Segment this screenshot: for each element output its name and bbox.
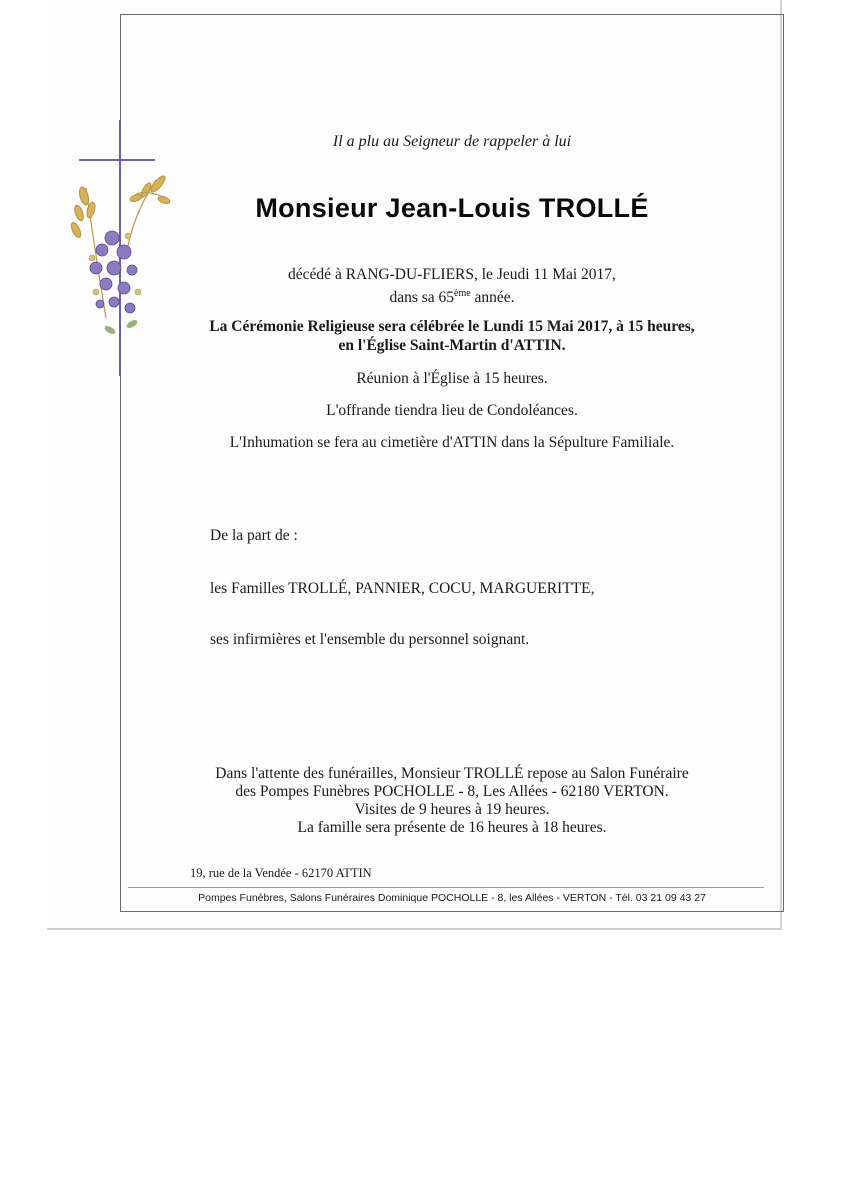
meeting-line: Réunion à l'Église à 15 heures. [356, 370, 548, 387]
intro-line: Il a plu au Seigneur de rappeler à lui [332, 133, 572, 150]
viewing-line-2: des Pompes Funèbres POCHOLLE - 8, Les Allées - 62180 VERTON. [235, 783, 669, 800]
funeral-home-info: Pompes Funèbres, Salons Funéraires Dominique POCHOLLE - 8, les Allées - VERTON - Tél. 03 21 09 43 27 [198, 892, 706, 904]
ceremony-line-2: en l'Église Saint-Martin d'ATTIN. [338, 337, 566, 354]
offering-line: L'offrande tiendra lieu de Condoléances. [326, 402, 578, 419]
death-line: décédé à RANG-DU-FLIERS, le Jeudi 11 Mai 2017, [288, 266, 616, 283]
from-label: De la part de : [210, 527, 298, 544]
age-suffix-sup: ème [454, 288, 471, 299]
age-line [120, 284, 784, 307]
families-line: les Familles TROLLÉ, PANNIER, COCU, MARGUERITTE, [210, 580, 595, 597]
family-address: 19, rue de la Vendée - 62170 ATTIN [190, 866, 372, 880]
deceased-name: Monsieur Jean-Louis TROLLÉ [255, 193, 649, 223]
viewing-line-3: Visites de 9 heures à 19 heures. [354, 801, 550, 818]
age-suffix: année. [470, 289, 515, 307]
viewing-line-4: La famille sera présente de 16 heures à 18 heures. [297, 819, 607, 836]
staff-line: ses infirmières et l'ensemble du personnel soignant. [210, 631, 530, 648]
viewing-line-1: Dans l'attente des funérailles, Monsieur TROLLÉ repose au Salon Funéraire [215, 765, 689, 782]
age-prefix: dans sa 65 [389, 289, 455, 307]
footer-divider [128, 887, 764, 888]
ceremony-line-1: La Cérémonie Religieuse sera célébrée le Lundi 15 Mai 2017, à 15 heures, [209, 318, 695, 335]
burial-line: L'Inhumation se fera au cimetière d'ATTIN dans la Sépulture Familiale. [229, 434, 675, 451]
